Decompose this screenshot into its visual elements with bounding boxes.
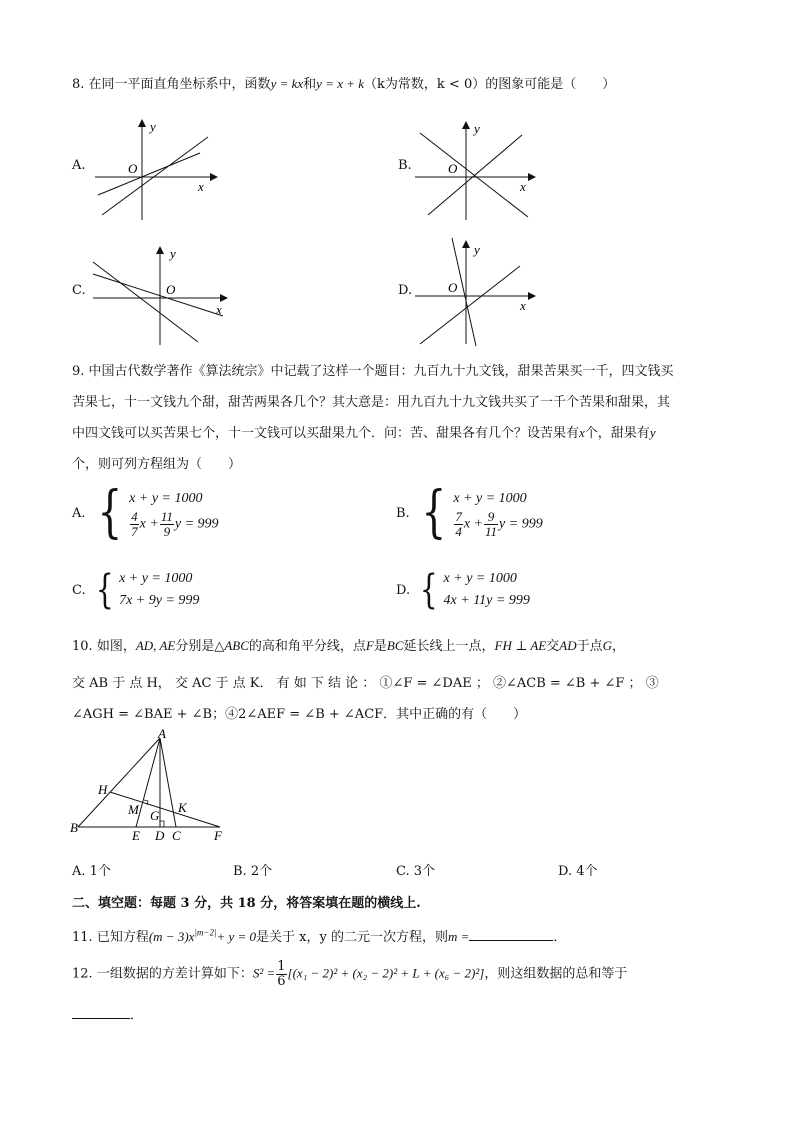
- x-axis-arrow: [528, 292, 536, 300]
- q9-option-d: D. { x + y = 1000 4x + 11y = 999: [396, 567, 530, 613]
- q8-graph-a: [90, 115, 220, 225]
- q10-line3: ∠AGH = ∠BAE + ∠B；④2∠AEF = ∠B + ∠ACF．其中正确的有（ ）: [72, 707, 527, 722]
- q10-line1: 10. 如图，AD, AE分别是△ABC的高和角平分线，点F是BC延长线上一点，FH ⊥ AE交AD于点G，: [72, 638, 626, 654]
- q11-number: 11.: [72, 930, 93, 945]
- label-b: B: [70, 820, 78, 835]
- origin-label: O: [448, 280, 458, 295]
- label-m: M: [128, 802, 139, 817]
- q9-line2: 苦果七，十一文钱九个甜，甜苦两果各几个？其大意是：用九百九十九文钱共买了一千个苦果和甜果，其: [72, 395, 671, 410]
- q9-line1: 9. 中国古代数学著作《算法统宗》中记载了这样一个题目：九百九十九文钱，甜果苦果买一千，四文钱买: [72, 364, 674, 379]
- q8-graph-b: [410, 115, 540, 225]
- q12-answer-blank[interactable]: [72, 1018, 130, 1019]
- x-label: x: [198, 179, 204, 194]
- y-label: y: [474, 242, 480, 257]
- x-axis-arrow: [220, 294, 228, 302]
- q10-triangle-figure: [68, 728, 238, 846]
- label-h: H: [98, 782, 108, 797]
- q11-answer-blank[interactable]: [469, 940, 553, 941]
- q10-option-d: D. 4个: [558, 864, 598, 879]
- x-axis-arrow: [528, 173, 536, 181]
- q10-line2: 交 AB 于 点 H， 交 AC 于 点 K． 有 如 下 结 论 ： ①∠F = ∠DAE ； ②∠ACB = ∠B + ∠F ； ③: [72, 676, 659, 691]
- q9-line3: 中四文钱可以买苦果七个，十一文钱可以买甜果九个．问：苦、甜果各有几个？设苦果有x个，甜果有y: [72, 425, 656, 441]
- x-label: x: [520, 179, 526, 194]
- brace: {: [421, 480, 446, 545]
- segment-fh: [110, 792, 220, 827]
- line-2: [428, 135, 522, 215]
- y-axis-arrow: [462, 240, 470, 248]
- y-label: y: [474, 121, 480, 136]
- x-axis-arrow: [210, 173, 218, 181]
- q12-answer-line: ．: [72, 1004, 143, 1023]
- q10-option-a: A. 1个: [72, 864, 111, 879]
- label-g: G: [150, 808, 160, 823]
- brace: {: [95, 567, 114, 613]
- q8-stem: 8. 在同一平面直角坐标系中，函数y = kx和y = x + k（k为常数，k < 0）的图象可能是（ ）: [72, 76, 616, 92]
- y-axis-arrow: [462, 121, 470, 129]
- segment-ac: [160, 738, 176, 827]
- label-c: C: [172, 828, 181, 843]
- line-1: [420, 133, 528, 217]
- q10-option-b: B. 2个: [233, 864, 273, 879]
- q11: 11. 已知方程$(m - 3)x^{|m-2|}+ y = 0$是关于 x，y 的二元一次方程，则m = ．: [72, 927, 567, 945]
- brace: {: [96, 480, 122, 545]
- origin-label: O: [448, 161, 458, 176]
- q10-option-c: C. 3个: [396, 864, 436, 879]
- origin-label: O: [128, 161, 138, 176]
- q8-option-c-label: C.: [72, 283, 86, 298]
- q9-line4: 个，则可列方程组为（ ）: [72, 457, 242, 472]
- q8-option-b-label: B.: [398, 158, 412, 173]
- section-heading: 二、填空题：每题 3 分，共 18 分，将答案填在题的横线上.: [72, 896, 421, 911]
- q12: 12. 一组数据的方差计算如下：S² = $\frac{1}{6}$ [(x₁ − 2)² + (x₂ − 2)² + L + (x₆ − 2)²]，则这组数据的总和等于: [72, 959, 628, 989]
- y-label: y: [150, 119, 156, 134]
- line-2: [98, 153, 200, 195]
- brace: {: [419, 567, 438, 613]
- line-2: [93, 274, 223, 316]
- y-label: y: [170, 246, 176, 261]
- line-1: [93, 262, 198, 342]
- q9-option-b: B. { x + y = 1000 $\frac{7}{4}$ x + $\frac{9}{11}$ y = 999: [396, 480, 543, 545]
- label-f: F: [214, 828, 222, 843]
- q10-number: 10.: [72, 639, 93, 654]
- q8-number: 8.: [72, 77, 85, 92]
- right-angle-d: [160, 821, 164, 827]
- q9-number: 9.: [72, 364, 85, 379]
- q9-option-c: C. { x + y = 1000 7x + 9y = 999: [72, 567, 200, 613]
- line-1: [102, 137, 208, 215]
- q9-option-a: A. { x + y = 1000 $\frac{4}{7}$ x + $\frac{11}{9}$ y = 999: [72, 480, 219, 545]
- y-axis-arrow: [156, 246, 164, 254]
- y-axis-arrow: [138, 119, 146, 127]
- origin-label: O: [166, 282, 176, 297]
- line-2: [420, 266, 520, 344]
- q8-graph-c: [88, 240, 233, 350]
- label-d: D: [155, 828, 165, 843]
- x-label: x: [520, 298, 526, 313]
- label-e: E: [132, 828, 140, 843]
- q12-number: 12.: [72, 966, 93, 982]
- q8-graph-d: [410, 234, 540, 349]
- x-label: x: [216, 302, 222, 317]
- q8-option-a-label: A.: [72, 158, 86, 173]
- label-a: A: [158, 728, 166, 741]
- q8-option-d-label: D.: [398, 283, 413, 298]
- label-k: K: [178, 800, 187, 815]
